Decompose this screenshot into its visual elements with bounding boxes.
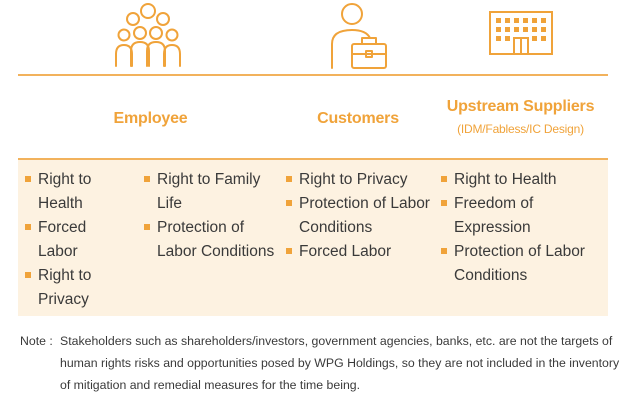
header-customers [283, 110, 433, 128]
customer-rights-list [285, 168, 435, 264]
list-item: Protection of Labor Conditions [143, 216, 278, 264]
customer-with-briefcase-icon [324, 2, 394, 70]
list-item: Right to Health [440, 168, 608, 192]
note-text: Stakeholders such as shareholders/investors, government agencies, banks, etc. are not the targets of human rights risks and opportunities posed by WPG Holdings, so they are not included in the inventory of mitigation and remedial measures for the time being. [60, 334, 620, 392]
note-label: Note : [20, 334, 53, 348]
header-upstream-label: Upstream Suppliers [446, 98, 595, 115]
list-item: Forced Labor [24, 216, 124, 264]
top-divider [18, 74, 608, 76]
list-item: Right to Family Life [143, 168, 278, 216]
employee-rights-list-1 [24, 168, 124, 312]
list-item: Freedom of Expression [440, 192, 608, 240]
people-group-icon [113, 2, 183, 70]
header-employee-label: Employee [113, 110, 188, 127]
list-item: Right to Privacy [285, 168, 435, 192]
upstream-rights-list [440, 168, 608, 288]
header-employee [18, 110, 283, 128]
list-item: Right to Health [24, 168, 124, 216]
building-icon [487, 10, 555, 56]
list-item: Forced Labor [285, 240, 435, 264]
header-customers-label: Customers [317, 110, 399, 127]
employee-rights-list-2 [143, 168, 278, 264]
list-item: Right to Privacy [24, 264, 124, 312]
footnote [20, 330, 620, 396]
header-upstream-suppliers [433, 98, 608, 136]
list-item: Protection of Labor Conditions [440, 240, 608, 288]
header-upstream-subtitle: (IDM/Fabless/IC Design) [457, 122, 584, 136]
list-item: Protection of Labor Conditions [285, 192, 435, 240]
